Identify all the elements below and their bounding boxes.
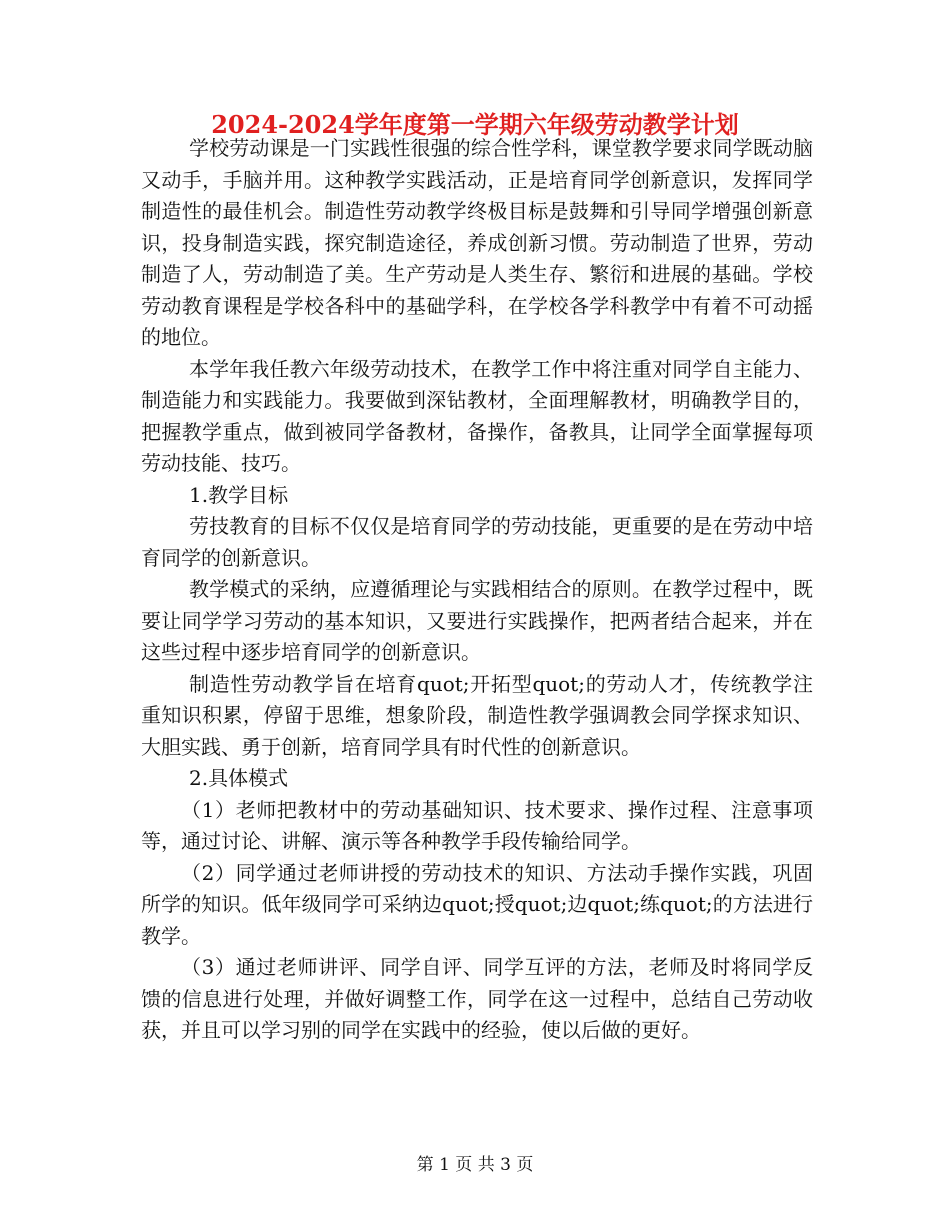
- list-item-3: （3）通过老师讲评、同学自评、同学互评的方法，老师及时将同学反馈的信息进行处理，并做好调整工作，同学在这一过程中，总结自己劳动收获，并且可以学习别的同学在实践中的经验，使以后做的更好。: [141, 955, 813, 1042]
- paragraph-intro: 学校劳动课是一门实践性很强的综合性学科，课堂教学要求同学既动脑又动手，手脑并用。这种教学实践活动，正是培育同学创新意识，发挥同学制造性的最佳机会。制造性劳动教学终极目标是鼓舞和引导同学增强创新意识，投身制造实践，探究制造途径，养成创新习惯。劳动制造了世界，劳动制造了人，劳动制造了美。生产劳动是人类生存、繁衍和进展的基础。学校劳动教育课程是学校各科中的基础学科，在学校各学科教学中有着不可动摇的地位。: [141, 136, 813, 349]
- list-item-2: （2）同学通过老师讲授的劳动技术的知识、方法动手操作实践，巩固所学的知识。低年级同学可采纳边quot;授quot;边quot;练quot;的方法进行教学。: [141, 860, 813, 948]
- document-body: [141, 133, 813, 1047]
- section-heading-specific-mode: 2.具体模式: [189, 766, 289, 790]
- page-footer: 第 1 页 共 3 页: [416, 1155, 534, 1175]
- list-item-1: （1）老师把教材中的劳动基础知识、技术要求、操作过程、注意事项等，通过讨论、讲解、演示等各种教学手段传输给同学。: [141, 797, 813, 853]
- paragraph-goal: 劳技教育的目标不仅仅是培育同学的劳动技能，更重要的是在劳动中培育同学的创新意识。: [141, 514, 813, 570]
- document-title: 2024-2024学年度第一学期六年级劳动教学计划: [211, 110, 739, 139]
- paragraph-plan: 本学年我任教六年级劳动技术，在教学工作中将注重对同学自主能力、制造能力和实践能力。我要做到深钻教材，全面理解教材，明确教学目的，把握教学重点，做到被同学备教材，备操作，备教具，让同学全面掌握每项劳动技能、技巧。: [141, 356, 813, 475]
- paragraph-teaching-mode: 教学模式的采纳，应遵循理论与实践相结合的原则。在教学过程中，既要让同学学习劳动的基本知识，又要进行实践操作，把两者结合起来，并在这些过程中逐步培育同学的创新意识。: [141, 577, 813, 664]
- paragraph-creative-teaching: 制造性劳动教学旨在培育quot;开拓型quot;的劳动人才，传统教学注重知识积累，停留于思维，想象阶段，制造性教学强调教会同学探求知识、大胆实践、勇于创新，培育同学具有时代性的创新意识。: [141, 671, 813, 759]
- section-heading-teaching-goals: 1.教学目标: [189, 482, 289, 507]
